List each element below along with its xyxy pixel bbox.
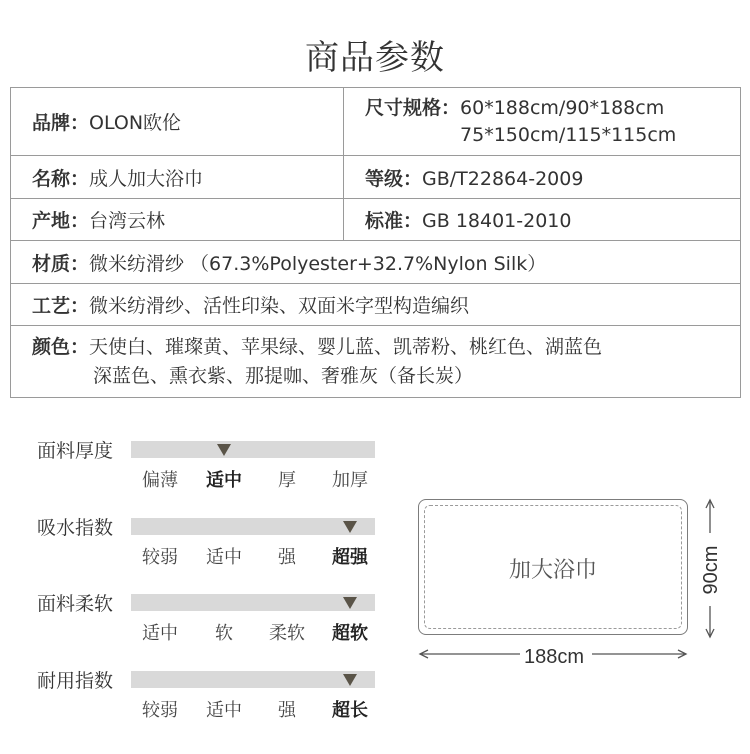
standard-label: 标准： xyxy=(365,210,423,232)
rating-option: 偏薄 xyxy=(142,470,178,491)
rating-option: 适中 xyxy=(206,547,242,568)
rating-scale xyxy=(0,436,400,506)
name-value: 成人加大浴巾 xyxy=(89,167,204,190)
name-label: 名称： xyxy=(32,167,90,190)
height-label: 90cm xyxy=(700,545,722,595)
color-label: 颜色： xyxy=(32,335,90,358)
origin-value: 台湾云林 xyxy=(89,210,166,232)
color-line-1: 天使白、璀璨黄、苹果绿、婴儿蓝、凯蒂粉、桃红色、湖蓝色 xyxy=(89,335,603,358)
rating-scale xyxy=(0,589,400,659)
towel-diagram xyxy=(418,499,688,635)
spec-cell-size xyxy=(344,88,741,156)
rating-scale xyxy=(0,666,400,736)
towel-name: 加大浴巾 xyxy=(508,558,597,583)
rating-marker-icon xyxy=(343,597,357,609)
rating-option: 加厚 xyxy=(332,470,368,491)
origin-label: 产地： xyxy=(32,210,90,232)
spec-row xyxy=(11,284,741,326)
spec-cell-name xyxy=(11,156,344,199)
craft-label: 工艺： xyxy=(32,295,90,317)
spec-row xyxy=(11,88,741,156)
standard-value: GB 18401-2010 xyxy=(422,210,572,232)
rating-option: 超长 xyxy=(332,700,368,721)
size-values xyxy=(460,95,676,149)
height-arrow-top xyxy=(706,500,714,508)
material-label: 材质： xyxy=(32,252,90,275)
size-line-1: 60*188cm/90*188cm xyxy=(460,96,665,119)
craft-value: 微米纺滑纱、活性印染、双面米字型构造编织 xyxy=(89,295,470,317)
spec-row xyxy=(11,241,741,284)
rating-bar xyxy=(131,441,375,458)
rating-option: 强 xyxy=(278,547,296,568)
rating-option: 适中 xyxy=(142,623,178,644)
rating-scale xyxy=(0,513,400,583)
color-line-2: 深蓝色、熏衣紫、那提咖、奢雅灰（备长炭） xyxy=(93,364,474,387)
height-arrow-bottom xyxy=(706,629,714,637)
rating-option: 厚 xyxy=(278,470,296,491)
spec-row xyxy=(11,326,741,398)
brand-value: OLON欧伦 xyxy=(89,112,182,134)
grade-value: GB/T22864-2009 xyxy=(422,167,584,190)
rating-option: 强 xyxy=(278,700,296,721)
material-value: 微米纺滑纱 （67.3%Polyester+32.7%Nylon Silk） xyxy=(89,252,547,275)
spec-cell-standard xyxy=(344,199,741,241)
spec-cell-origin xyxy=(11,199,344,241)
spec-cell-craft xyxy=(11,284,741,326)
brand-label: 品牌： xyxy=(32,112,90,134)
rating-option: 较弱 xyxy=(142,700,178,721)
rating-bar xyxy=(131,594,375,611)
spec-cell-brand xyxy=(11,88,344,156)
rating-label: 面料柔软 xyxy=(37,593,114,615)
rating-marker-icon xyxy=(343,674,357,686)
spec-row xyxy=(11,199,741,241)
spec-cell-grade xyxy=(344,156,741,199)
size-label: 尺寸规格： xyxy=(365,96,461,119)
rating-bar xyxy=(131,671,375,688)
spec-table xyxy=(10,87,741,398)
rating-option: 较弱 xyxy=(142,547,178,568)
rating-label: 面料厚度 xyxy=(37,440,114,462)
width-arrow-right xyxy=(678,650,686,658)
size-line-2: 75*150cm/115*115cm xyxy=(460,123,677,146)
rating-option: 柔软 xyxy=(269,623,305,644)
rating-label: 吸水指数 xyxy=(37,517,114,539)
width-label: 188cm xyxy=(523,646,585,668)
rating-option: 超软 xyxy=(332,623,368,644)
spec-cell-material xyxy=(11,241,741,284)
rating-option: 适中 xyxy=(206,700,242,721)
rating-label: 耐用指数 xyxy=(37,670,114,692)
page-title: 商品参数 xyxy=(305,38,445,78)
rating-option: 软 xyxy=(215,623,233,644)
rating-option: 适中 xyxy=(206,470,242,491)
rating-marker-icon xyxy=(217,444,231,456)
rating-bar xyxy=(131,518,375,535)
spec-row xyxy=(11,156,741,199)
spec-cell-color xyxy=(11,326,741,398)
rating-marker-icon xyxy=(343,521,357,533)
width-arrow-left xyxy=(420,650,428,658)
rating-option: 超强 xyxy=(332,547,368,568)
grade-label: 等级： xyxy=(365,167,423,190)
